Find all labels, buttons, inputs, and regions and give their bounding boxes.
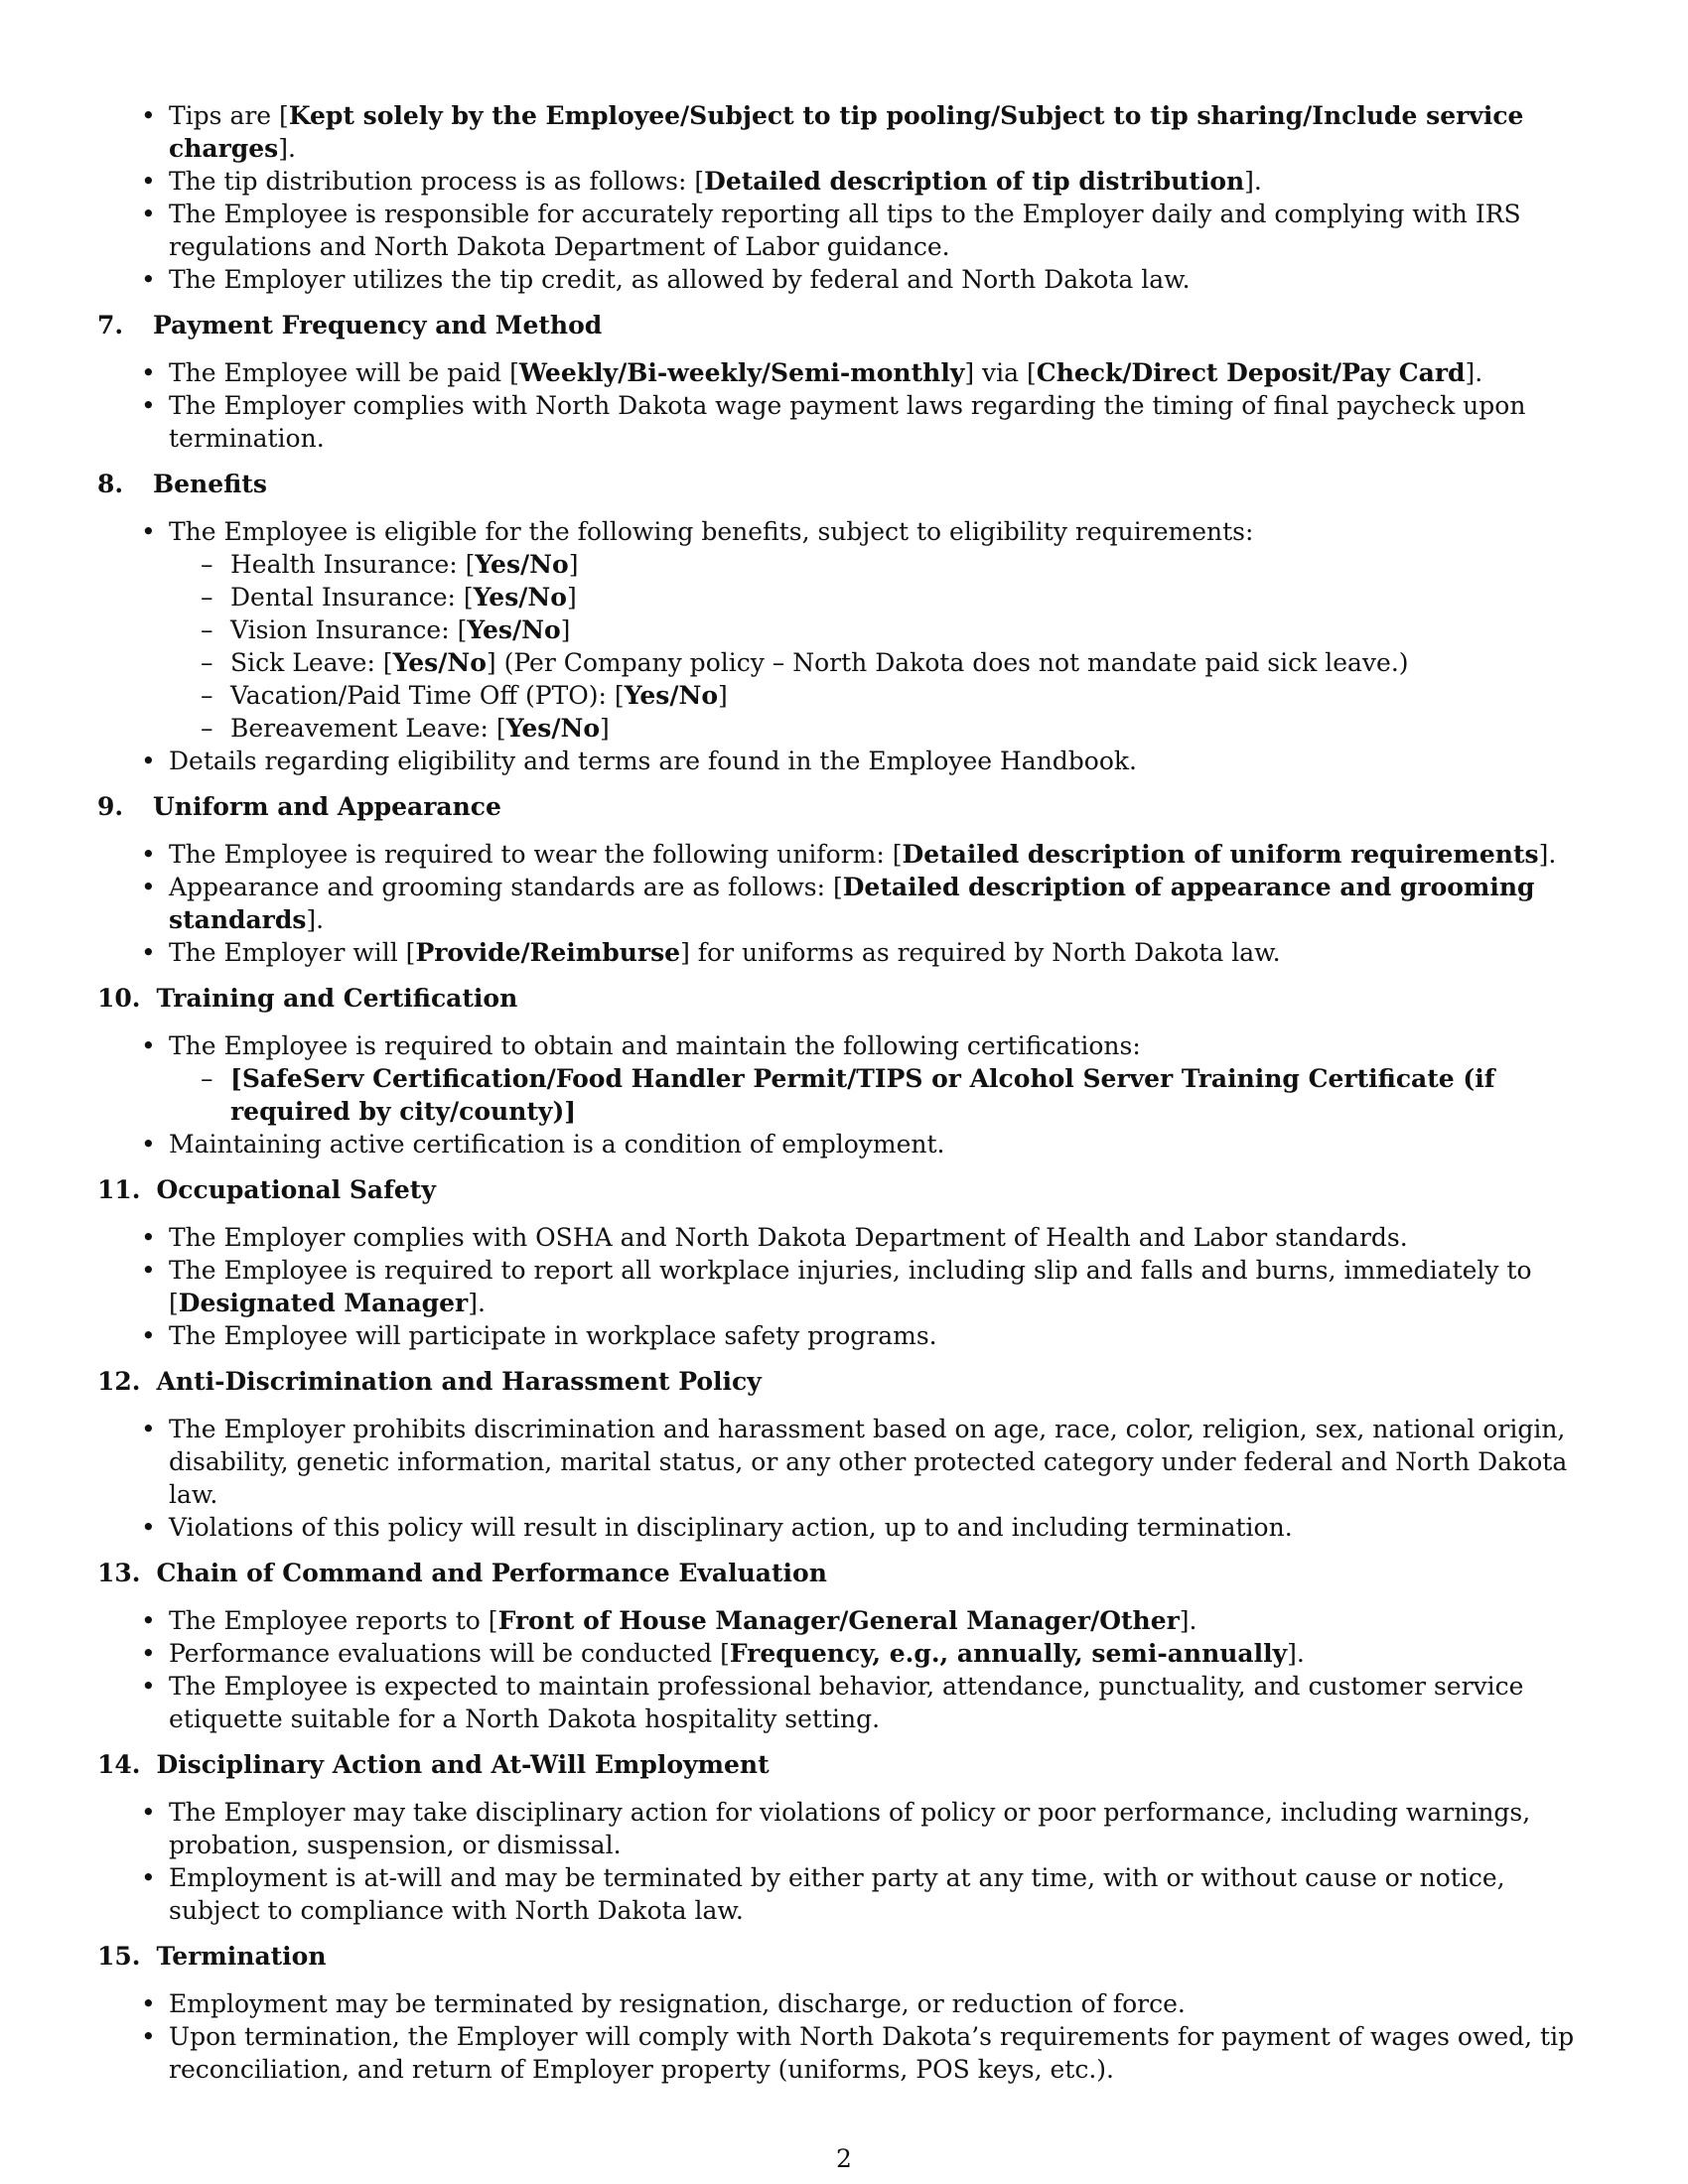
section-number: 14. — [97, 1750, 141, 1779]
document-page — [97, 99, 1589, 2086]
list-item — [97, 871, 1589, 936]
placeholder-field: [SafeServ Certification/Food Handler Permit/TIPS or Alcohol Server Training Certificate (if required by city/county)] — [230, 1064, 1495, 1126]
text-run: ]. — [1465, 358, 1483, 387]
text-run: The Employer may take disciplinary action for violations of policy or poor performance, including warnings, probation, suspension, or dismissal. — [169, 1798, 1531, 1859]
text-run: ] — [566, 583, 577, 612]
section-heading — [97, 1940, 1589, 1973]
section-heading — [97, 790, 1589, 823]
list-item-text — [169, 389, 1589, 455]
text-run: ] (Per Company policy – North Dakota does not mandate paid sick leave.) — [486, 648, 1409, 677]
section-heading — [97, 309, 1589, 341]
intro-bullet-list — [97, 99, 1589, 296]
placeholder-field: Detailed description of uniform requirements — [902, 840, 1539, 869]
bullet-list — [97, 1796, 1589, 1927]
list-item — [97, 1987, 1589, 2020]
placeholder-field: Designated Manager — [178, 1289, 469, 1317]
list-item-text — [169, 936, 1589, 969]
list-item-text — [169, 1670, 1589, 1735]
section-heading — [97, 1365, 1589, 1398]
text-run: ] via [ — [964, 358, 1037, 387]
list-item-text — [169, 1128, 1589, 1160]
bullet-list — [97, 1604, 1589, 1735]
section — [97, 1173, 1589, 1352]
list-item — [97, 99, 1589, 165]
text-run: ]. — [306, 905, 325, 934]
text-run: Tips are [ — [169, 101, 289, 130]
list-item-text — [169, 1987, 1589, 2020]
list-item — [97, 1604, 1589, 1637]
sub-list-item — [169, 614, 1589, 646]
list-item — [97, 936, 1589, 969]
bullet-list — [97, 1987, 1589, 2086]
section-title: Chain of Command and Performance Evaluation — [156, 1559, 827, 1587]
list-item-text — [169, 1861, 1589, 1927]
section-title: Uniform and Appearance — [153, 792, 501, 821]
section-heading — [97, 468, 1589, 500]
text-run: The Employee is required to obtain and maintain the following certifications: — [169, 1031, 1141, 1060]
placeholder-field: Detailed description of tip distribution — [704, 167, 1245, 196]
text-run: The Employee is required to wear the following uniform: [ — [169, 840, 903, 869]
placeholder-field: Front of House Manager/General Manager/Other — [497, 1606, 1180, 1635]
bullet-list — [97, 1413, 1589, 1544]
bullet-list — [97, 838, 1589, 969]
list-item-text — [169, 1604, 1589, 1637]
sub-list-item — [169, 646, 1589, 679]
text-run: ] — [600, 714, 610, 743]
section-number: 7. — [97, 311, 124, 340]
sub-list-item — [169, 679, 1589, 712]
section-title: Termination — [156, 1942, 327, 1971]
sub-list-item — [169, 1062, 1589, 1128]
list-item-text — [169, 871, 1589, 936]
section — [97, 1940, 1589, 2086]
section-number: 10. — [97, 984, 141, 1013]
text-run: ] for uniforms as required by North Dakota law. — [680, 938, 1281, 967]
section-number: 9. — [97, 792, 124, 821]
text-run: Health Insurance: [ — [230, 550, 476, 579]
list-item — [97, 1413, 1589, 1511]
list-item — [97, 515, 1589, 745]
text-run: The Employer complies with OSHA and North Dakota Department of Health and Labor standards. — [169, 1223, 1408, 1252]
text-run: Dental Insurance: [ — [230, 583, 474, 612]
list-item — [97, 1221, 1589, 1254]
bullet-list — [97, 1221, 1589, 1352]
section — [97, 790, 1589, 969]
bullet-list — [97, 515, 1589, 777]
text-run: Employment may be terminated by resignation, discharge, or reduction of force. — [169, 1989, 1186, 2018]
text-run: Sick Leave: [ — [230, 648, 393, 677]
list-item — [97, 2020, 1589, 2086]
text-run: ]. — [468, 1289, 486, 1317]
section-heading — [97, 1557, 1589, 1589]
text-run: ]. — [1287, 1639, 1305, 1668]
list-item — [97, 1029, 1589, 1128]
list-item — [97, 745, 1589, 777]
list-item-text — [169, 1637, 1589, 1670]
section-number: 11. — [97, 1175, 141, 1204]
sections-container — [97, 309, 1589, 2086]
text-run: Performance evaluations will be conducted [ — [169, 1639, 730, 1668]
section-title: Disciplinary Action and At-Will Employment — [156, 1750, 770, 1779]
sub-list-item — [169, 712, 1589, 745]
section — [97, 1365, 1589, 1544]
text-run: ] — [568, 550, 579, 579]
text-run: The Employee will participate in workplace safety programs. — [169, 1321, 937, 1350]
placeholder-field: Yes/No — [473, 583, 567, 612]
section-title: Occupational Safety — [156, 1175, 436, 1204]
list-item — [97, 838, 1589, 871]
placeholder-field: Weekly/Bi-weekly/Semi-monthly — [518, 358, 965, 387]
text-run: The Employee will be paid [ — [169, 358, 519, 387]
text-run: Vacation/Paid Time Off (PTO): [ — [230, 681, 625, 710]
text-run: The Employee is required to report all workplace injuries, including slip and falls and burns, immediately to [ — [169, 1256, 1532, 1317]
list-item — [97, 1319, 1589, 1352]
list-item-text — [169, 515, 1589, 548]
list-item-text — [169, 356, 1589, 389]
placeholder-field: Yes/No — [467, 615, 561, 644]
placeholder-field: Yes/No — [475, 550, 569, 579]
bullet-list — [97, 356, 1589, 455]
text-run: The Employer prohibits discrimination and harassment based on age, race, color, religion, sex, national origin, disability, genetic information, marital status, or any other protected category under federal and North Dakota law. — [169, 1415, 1568, 1509]
text-run: Vision Insurance: [ — [230, 615, 468, 644]
text-run: ]. — [1244, 167, 1262, 196]
sub-list — [169, 548, 1589, 745]
list-item — [97, 389, 1589, 455]
text-run: Details regarding eligibility and terms are found in the Employee Handbook. — [169, 747, 1137, 775]
placeholder-field: Yes/No — [505, 714, 600, 743]
section-number: 13. — [97, 1559, 141, 1587]
section-title: Payment Frequency and Method — [153, 311, 603, 340]
text-run: The Employee reports to [ — [169, 1606, 498, 1635]
section — [97, 1748, 1589, 1927]
list-item-text — [169, 1029, 1589, 1062]
text-run: Appearance and grooming standards are as follows: [ — [169, 873, 843, 901]
list-item — [97, 1128, 1589, 1160]
section-heading — [97, 982, 1589, 1015]
section-title: Training and Certification — [156, 984, 518, 1013]
placeholder-field: Detailed description of appearance and grooming standards — [169, 873, 1535, 934]
sub-list-item — [169, 581, 1589, 614]
list-item — [97, 165, 1589, 198]
list-item — [97, 198, 1589, 263]
sub-list — [169, 1062, 1589, 1128]
list-item-text — [169, 745, 1589, 777]
text-run: Employment is at-will and may be terminated by either party at any time, with or without cause or notice, subject to compliance with North Dakota law. — [169, 1863, 1505, 1925]
text-run: ]. — [1179, 1606, 1197, 1635]
text-run: ]. — [278, 134, 296, 163]
text-run: Maintaining active certification is a condition of employment. — [169, 1130, 945, 1159]
page-number: 2 — [836, 2144, 852, 2173]
placeholder-field: Check/Direct Deposit/Pay Card — [1036, 358, 1466, 387]
text-run: ] — [560, 615, 571, 644]
text-run: The Employee is eligible for the following benefits, subject to eligibility requirements: — [169, 517, 1254, 546]
list-item — [97, 1796, 1589, 1861]
section — [97, 468, 1589, 777]
list-item-text — [169, 1319, 1589, 1352]
text-run: The Employer utilizes the tip credit, as allowed by federal and North Dakota law. — [169, 265, 1191, 294]
list-item-text — [169, 1221, 1589, 1254]
list-item-text — [169, 838, 1589, 871]
placeholder-field: Yes/No — [392, 648, 487, 677]
section — [97, 982, 1589, 1160]
section-heading — [97, 1748, 1589, 1781]
list-item — [97, 1511, 1589, 1544]
placeholder-field: Yes/No — [624, 681, 718, 710]
section-heading — [97, 1173, 1589, 1206]
list-item-text — [169, 1413, 1589, 1511]
list-item-text — [169, 1511, 1589, 1544]
bullet-list — [97, 1029, 1589, 1160]
text-run: ] — [718, 681, 728, 710]
text-run: The Employee is expected to maintain professional behavior, attendance, punctuality, and customer service etiquette suitable for a North Dakota hospitality setting. — [169, 1672, 1524, 1733]
text-run: The Employer complies with North Dakota wage payment laws regarding the timing of final paycheck upon termination. — [169, 391, 1526, 453]
text-run: Bereavement Leave: [ — [230, 714, 506, 743]
list-item-text — [169, 2020, 1589, 2086]
placeholder-field: Provide/Reimburse — [415, 938, 681, 967]
list-item — [97, 356, 1589, 389]
section — [97, 309, 1589, 455]
section-title: Benefits — [153, 470, 267, 498]
text-run: ]. — [1538, 840, 1557, 869]
section-title: Anti-Discrimination and Harassment Policy — [156, 1367, 762, 1396]
text-run: Violations of this policy will result in disciplinary action, up to and including termination. — [169, 1513, 1293, 1542]
list-item — [97, 263, 1589, 296]
section — [97, 1557, 1589, 1735]
list-item-text — [169, 1254, 1589, 1319]
placeholder-field: Frequency, e.g., annually, semi-annually — [729, 1639, 1288, 1668]
list-item-text — [169, 1796, 1589, 1861]
sub-list-item — [169, 548, 1589, 581]
list-item — [97, 1254, 1589, 1319]
list-item — [97, 1861, 1589, 1927]
list-item — [97, 1670, 1589, 1735]
text-run: The Employer will [ — [169, 938, 416, 967]
placeholder-field: Kept solely by the Employee/Subject to tip pooling/Subject to tip sharing/Include service charges — [169, 101, 1524, 163]
section-number: 15. — [97, 1942, 141, 1971]
text-run: The Employee is responsible for accurately reporting all tips to the Employer daily and complying with IRS regulations and North Dakota Department of Labor guidance. — [169, 200, 1521, 261]
text-run: The tip distribution process is as follows: [ — [169, 167, 705, 196]
list-item — [97, 1637, 1589, 1670]
section-number: 8. — [97, 470, 124, 498]
text-run: Upon termination, the Employer will comply with North Dakota’s requirements for payment of wages owed, tip reconciliation, and return of Employer property (uniforms, POS keys, etc.). — [169, 2022, 1575, 2084]
section-number: 12. — [97, 1367, 141, 1396]
